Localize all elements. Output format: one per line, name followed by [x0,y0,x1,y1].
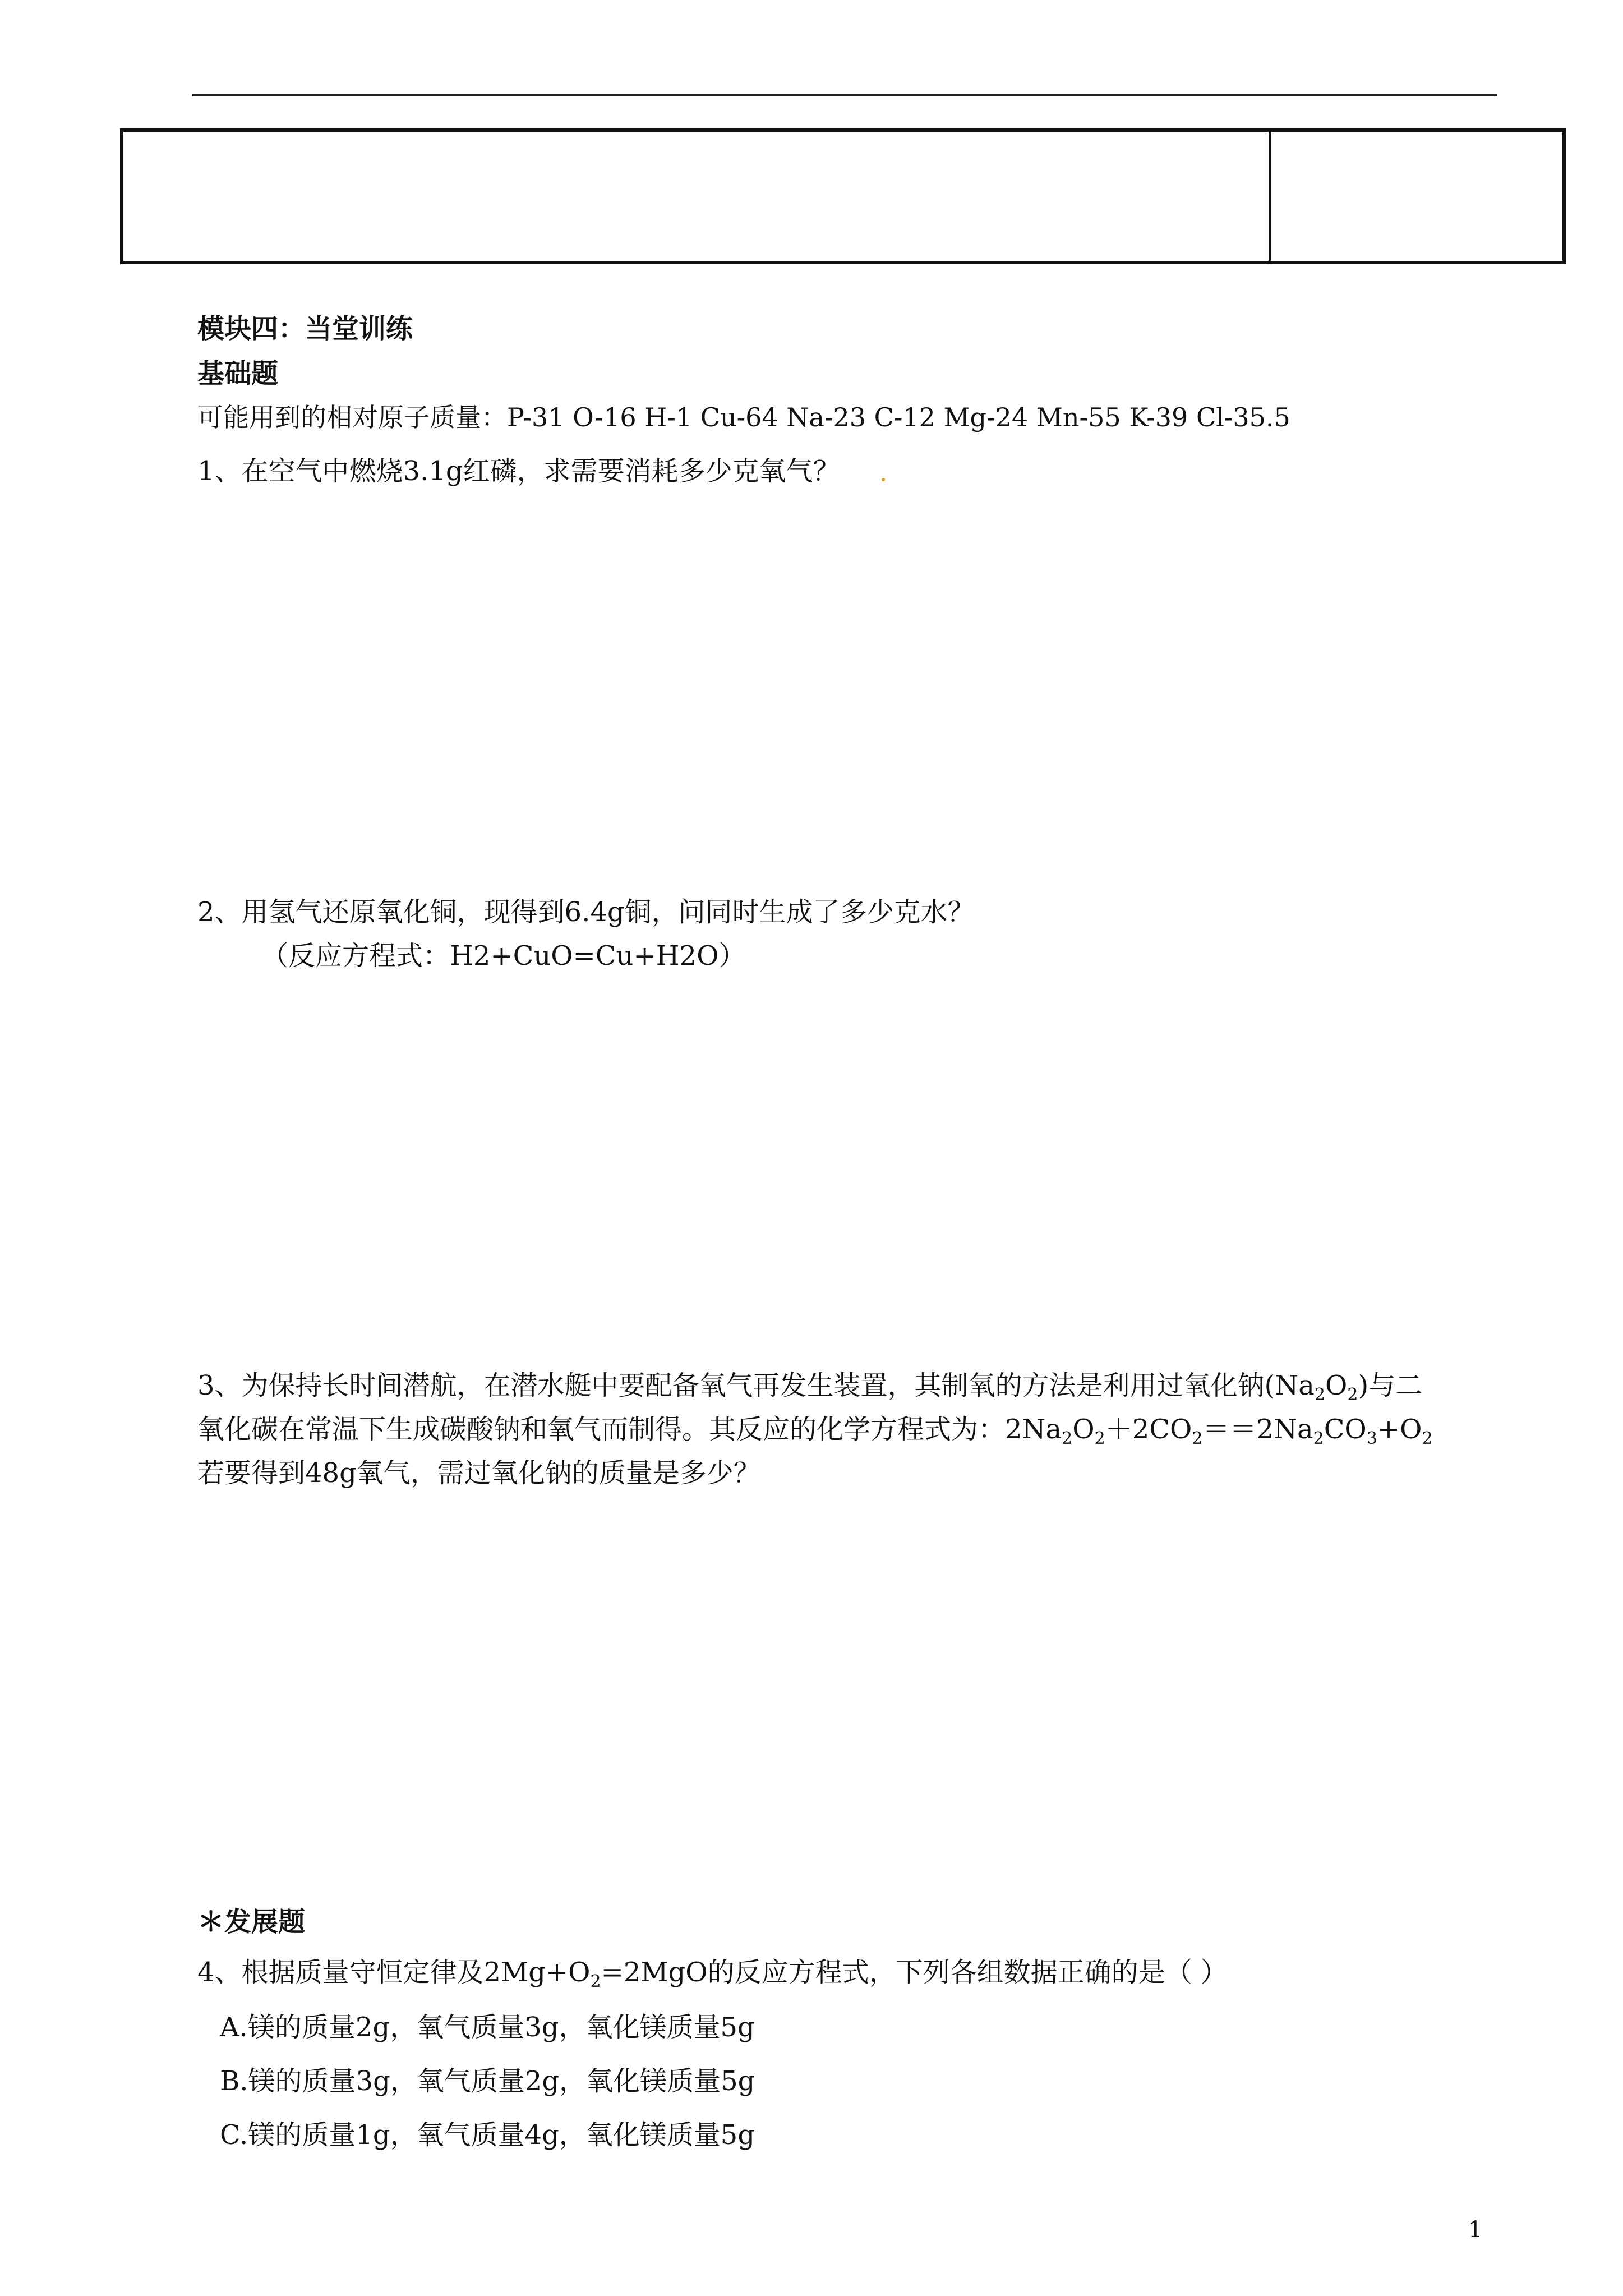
atomic-masses: 可能用到的相对原子质量：P-31 O-16 H-1 Cu-64 Na-23 C-12 Mg-24 Mn-55 K-39 Cl-35.5 [197,402,1290,432]
section-title: 模块四：当堂训练 [197,313,413,344]
header-rule [192,94,1497,96]
option-a: A.镁的质量2g，氧气质量3g，氧化镁质量5g [220,2012,755,2043]
question-2: 2、用氢气还原氧化铜，现得到6.4g铜，问同时生成了多少克水？ [197,896,975,928]
top-table-box [120,128,1566,264]
question-4: 4、根据质量守恒定律及$2Mg+O_2=2MgO$的反应方程式，下列各组数据正确的是（ ） [197,1957,1228,1991]
question-3-line-3: 若要得到48g氧气，需过氧化钠的质量是多少？ [197,1457,760,1489]
question-2-equation: （反应方程式：H2+CuO=Cu+H2O） [261,940,746,972]
stray-mark [882,478,885,481]
option-b: B.镁的质量3g，氧气质量2g，氧化镁质量5g [220,2065,755,2097]
question-3-line-2: 氧化碳在常温下生成碳酸钠和氧气而制得。其反应的化学方程式为：$2Na_2O_2+2CO_2==2Na_2CO_3+O_2$ [197,1414,1433,1448]
question-1: 1、在空气中燃烧3.1g红磷，求需要消耗多少克氧气？ [197,455,840,487]
basic-heading: 基础题 [197,358,279,389]
option-c: C.镁的质量1g，氧气质量4g，氧化镁质量5g [220,2119,755,2151]
advanced-heading: ＊发展题 [197,1906,306,1938]
table-divider [1269,128,1271,264]
page-number: 1 [1468,2217,1483,2243]
question-3-line-1: 3、为保持长时间潜航，在潜水艇中要配备氧气再发生装置，其制氧的方法是利用过氧化钠$(Na_2O_2)$与二 [197,1370,1423,1405]
